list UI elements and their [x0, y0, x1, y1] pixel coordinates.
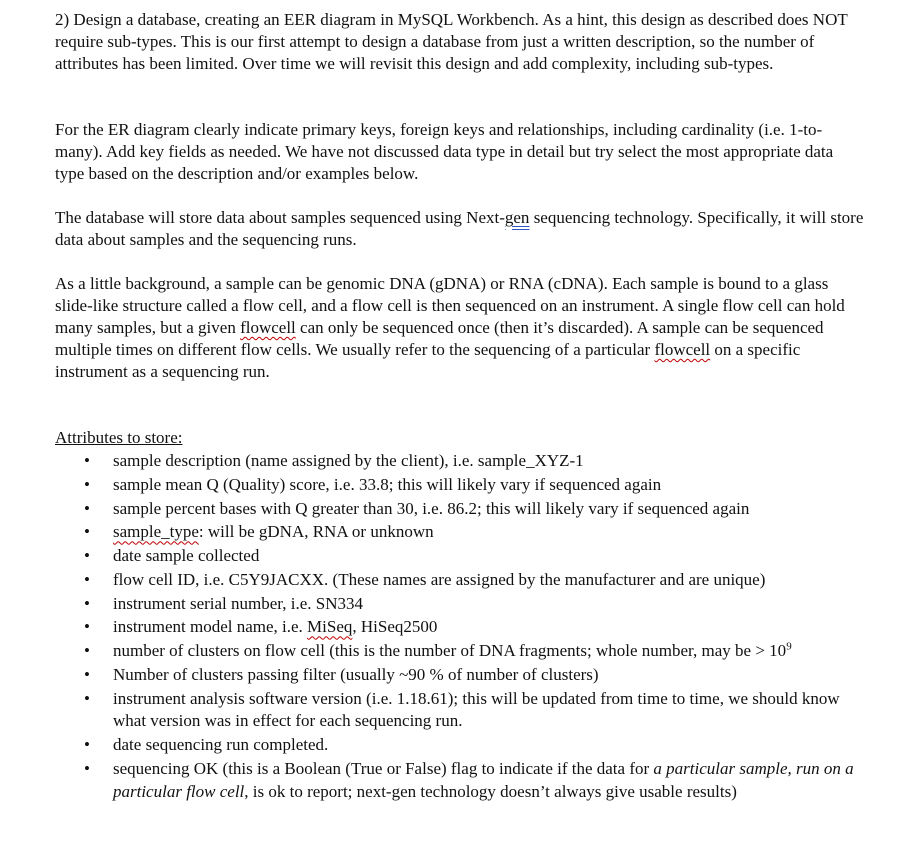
- scope-text-after: sequencing technology. Specifically, it will store data about samples and the sequencing runs.: [55, 208, 864, 249]
- superscript-exponent: 9: [786, 640, 792, 653]
- background-text-3: on a specific instrument as a sequencing run.: [55, 340, 801, 381]
- list-item: • Number of clusters passing filter (usually ~90 % of number of clusters): [55, 664, 875, 687]
- list-item: • instrument analysis software version (i.e. 1.18.61); this will be updated from time to time, we should know what version was in effect for each sequencing run.: [55, 688, 875, 733]
- list-item-text: instrument model name, i.e.: [113, 617, 308, 637]
- spelling-marked-word: flowcell: [240, 318, 296, 337]
- list-item: [55, 521, 875, 544]
- italic-text: a particular sample, run on a particular flow cell: [113, 758, 854, 801]
- attributes-heading: Attributes to store:: [55, 428, 183, 447]
- list-item: [55, 616, 875, 639]
- background-text-2: can only be sequenced once (then it’s discarded). A sample can be sequenced multiple times on different flow cells. We usually refer to the sequencing of a particular: [55, 318, 824, 359]
- background-text-1: As a little background, a sample can be genomic DNA (gDNA) or RNA (cDNA). Each sample is bound to a glass slide-like structure called a flow cell, and a flow cell is then sequenced on an instrument. A single flow cell can hold many samples, but a given: [55, 274, 845, 337]
- list-item: • date sequencing run completed.: [55, 734, 875, 757]
- background-paragraph: [55, 273, 865, 383]
- list-item-text: sequencing OK (this is a Boolean (True or False) flag to indicate if the data for: [113, 758, 654, 778]
- list-item: [55, 758, 875, 803]
- list-item-text: : will be gDNA, RNA or unknown: [198, 522, 434, 542]
- scope-paragraph: [55, 207, 865, 251]
- spelling-marked-word: MiSeq: [307, 617, 353, 637]
- list-item: • sample mean Q (Quality) score, i.e. 33.8; this will likely vary if sequenced again: [55, 474, 875, 497]
- list-item: • flow cell ID, i.e. C5Y9JACXX. (These names are assigned by the manufacturer and are unique): [55, 569, 875, 592]
- list-item-text: , HiSeq2500: [352, 617, 438, 637]
- intro-paragraph: 2) Design a database, creating an EER diagram in MySQL Workbench. As a hint, this design as described does NOT require sub-types. This is our first attempt to design a database from just a written description, so the number of attributes has been limited. Over time we will revisit this design and add complexity, including sub-types.: [55, 10, 848, 73]
- list-item: • sample percent bases with Q greater than 30, i.e. 86.2; this will likely vary if sequenced again: [55, 498, 875, 521]
- list-item: • date sample collected: [55, 545, 875, 568]
- grammar-marked-word: gen: [504, 208, 530, 227]
- scope-text-before: The database will store data about samples sequenced using Next-: [55, 208, 505, 227]
- spelling-marked-word: sample_type: [113, 522, 199, 542]
- spelling-marked-word: flowcell: [654, 340, 711, 359]
- list-item-text: number of clusters on flow cell (this is the number of DNA fragments; whole number, may be > 10: [113, 641, 787, 661]
- list-item: • sample description (name assigned by the client), i.e. sample_XYZ-1: [55, 450, 875, 473]
- er-instructions-paragraph: For the ER diagram clearly indicate primary keys, foreign keys and relationships, including cardinality (i.e. 1-to-many). Add key fields as needed. We have not discussed data type in detail but try select the most appropriate data type based on the description and/or examples below.: [55, 120, 834, 183]
- attributes-list: [55, 450, 875, 804]
- list-item-text: , is ok to report; next-gen technology doesn’t always give usable results): [244, 781, 737, 801]
- list-item: • instrument serial number, i.e. SN334: [55, 593, 875, 616]
- list-item: [55, 640, 875, 663]
